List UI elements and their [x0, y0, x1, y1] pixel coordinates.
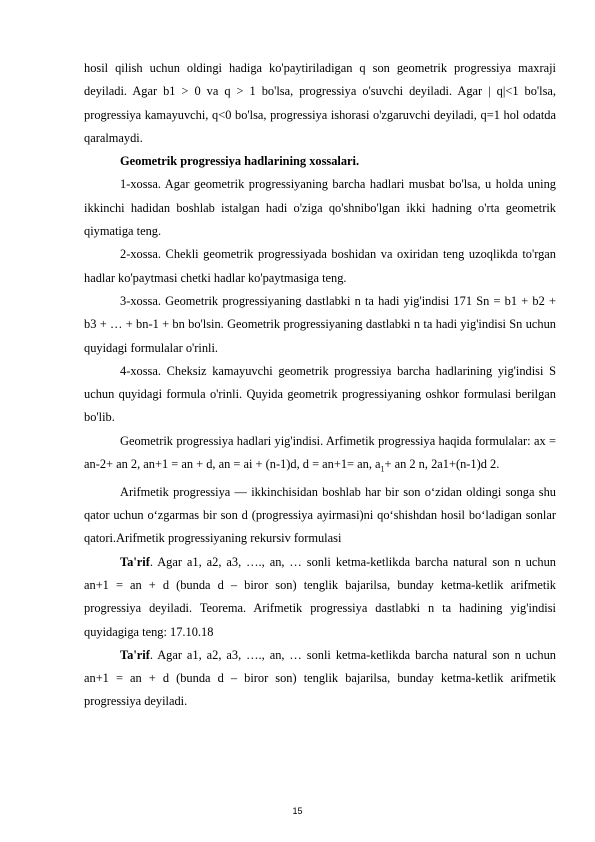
paragraph-arithmetic-definition: Arifmetik progressiya — ikkinchisidan boshlab har bir son oʻzidan oldingi songa shu qator uchun oʻzgarmas bir son d (progressiya ayirmasi)ni qoʻshishdan hosil boʻladigan sonlar qatori.Arifmetik progressiyaning rekursiv formulasi — [84, 484, 556, 546]
paragraph-property-4: 4-xossa. Cheksiz kamayuvchi geometrik progressiya barcha hadlarining yig'indisi S uchun quyidagi formula o'rinli. Quyida geometrik progressiyaning oshkor formulasi berilgan bo'lib. — [84, 363, 556, 425]
page-body — [84, 57, 556, 714]
definition-text-2: . Agar a1, a2, a3, …., an, … sonli ketma-ketlikda barcha natural son n uchun an+1 = an + d (bunda d – biror son) tenglik bajarilsa, bunday ketma-ketlik arifmetik progressiya deyiladi. — [84, 647, 556, 709]
paragraph-formulas — [84, 430, 556, 481]
paragraph-intro: hosil qilish uchun oldingi hadiga ko'paytiriladigan q son geometrik progressiya maxraji deyiladi. Agar b1 > 0 va q > 1 bo'lsa, progressiya o'suvchi deyiladi. Agar | q|<1 bo'lsa, progressiya kamayuvchi, q<0 bo'lsa, progressiya ishorasi o'zgaruvchi deyiladi, q=1 hol odatda qaralmaydi. — [84, 61, 556, 145]
page-number: 15 — [292, 806, 303, 816]
paragraph-definition-1 — [84, 551, 556, 644]
paragraph-property-1: 1-xossa. Agar geometrik progressiyaning barcha hadlari musbat bo'lsa, u holda uning ikkinchi hadidan boshlab istalgan hadi o'ziga qo'shnibo'lgan ikki hadning o'rta geometrik qiymatiga teng. — [84, 177, 556, 239]
formulas-text-b: + an 2 n, 2a1+(n-1)d 2. — [384, 457, 500, 472]
formulas-text-a: Geometrik progressiya hadlari yig'indisi. Arfimetik progressiya haqida formulalar: ax = an-2+ an 2, an+1 = an + d, an = ai + (n-1)d, d = an+1= an, a — [84, 433, 556, 472]
paragraph-property-3: 3-xossa. Geometrik progressiyaning dastlabki n ta hadi yig'indisi 171 Sn = b1 + b2 + b3 + … + bn-1 + bn bo'lsin. Geometrik progressiyaning dastlabki n ta hadi yig'indisi Sn uchun quyidagi formulalar o'rinli. — [84, 293, 556, 355]
definition-term-1: Ta'rif — [120, 554, 150, 569]
definition-term-2: Ta'rif — [120, 647, 150, 662]
formulas-subscript: 1 — [380, 464, 385, 474]
definition-text-1: . Agar a1, a2, a3, …., an, … sonli ketma-ketlikda barcha natural son n uchun an+1 = an + d (bunda d – biror son) tenglik bajarilsa, bunday ketma-ketlik arifmetik progressiya deyiladi. Teorema. Arifmetik progressiya dastlabki n ta hadining yig'indisi quyidagiga teng: 17.10.18 — [84, 554, 556, 639]
paragraph-property-2: 2-xossa. Chekli geometrik progressiyada boshidan va oxiridan teng uzoqlikda to'rgan hadlar ko'paytmasi chetki hadlar ko'paytmasiga teng. — [84, 247, 556, 285]
paragraph-definition-2 — [84, 644, 556, 714]
section-heading: Geometrik progressiya hadlarining xossalari. — [120, 154, 360, 169]
